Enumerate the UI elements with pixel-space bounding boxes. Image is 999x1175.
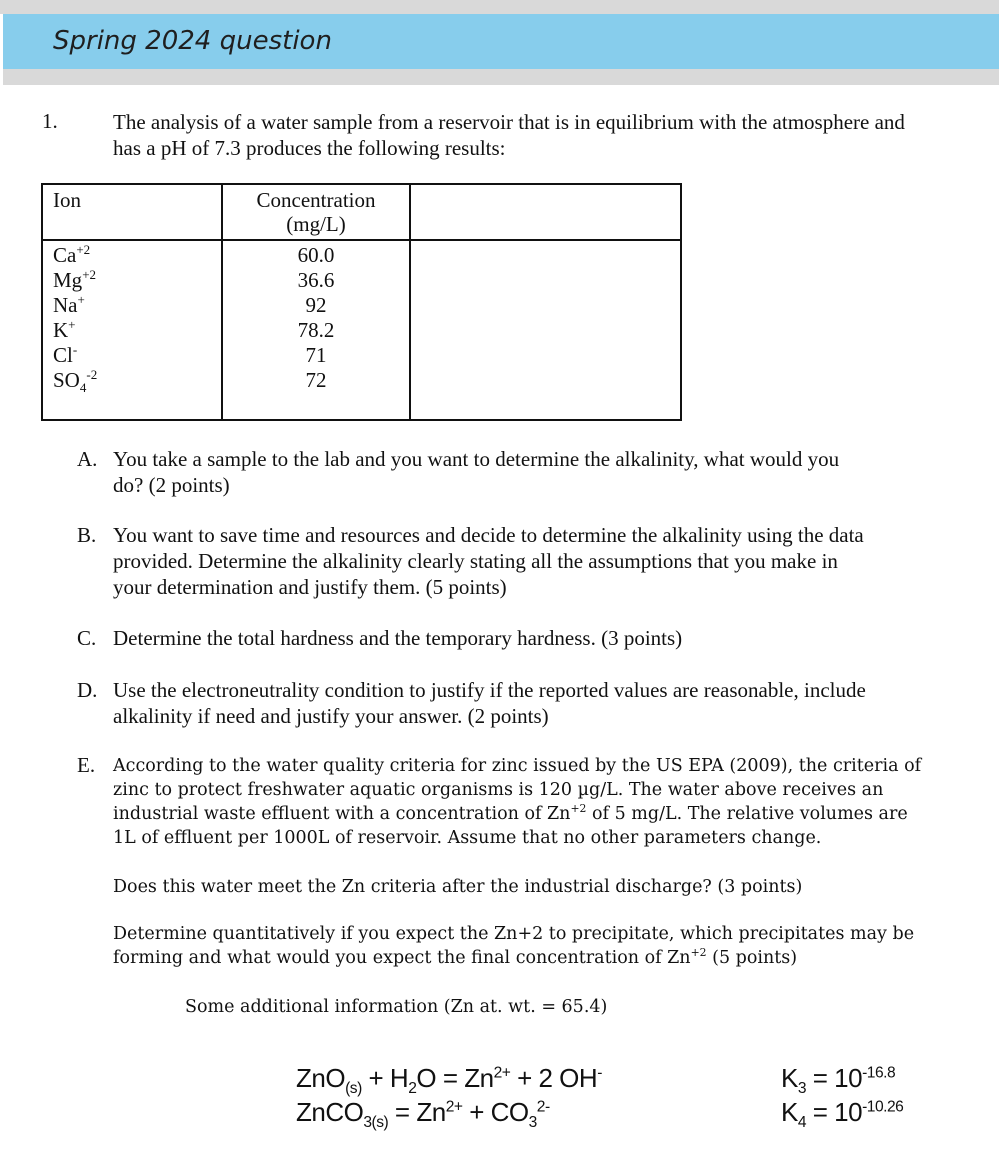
part-e-p1-line3 bbox=[113, 802, 973, 826]
ion-mg-charge: +2 bbox=[82, 267, 97, 282]
ion-ca bbox=[53, 243, 221, 268]
question-number: 1. bbox=[42, 109, 58, 133]
part-e-paragraph-2: Does this water meet the Zn criteria after the industrial discharge? (3 points) bbox=[113, 877, 803, 897]
equation-zno bbox=[296, 1063, 602, 1098]
part-c bbox=[77, 625, 977, 651]
eq2-co: + CO bbox=[462, 1097, 529, 1127]
part-e-p1-line3-sup: +2 bbox=[570, 802, 587, 816]
part-b-line1: You want to save time and resources and decide to determine the alkalinity using the data bbox=[113, 523, 864, 547]
part-a bbox=[77, 446, 977, 498]
header-empty-cell bbox=[410, 184, 681, 240]
eq1-h: + H bbox=[361, 1063, 409, 1093]
part-b-line2: provided. Determine the alkalinity clearly stating all the assumptions that you make in bbox=[113, 549, 838, 573]
part-e-p1-line4: 1L of effluent per 1000L of reservoir. Assume that no other parameters change. bbox=[113, 828, 822, 848]
ion-k bbox=[53, 318, 221, 343]
part-e-p1-line2: zinc to protect freshwater aquatic organisms is 120 µg/L. The water above receives an bbox=[113, 780, 884, 800]
part-e-paragraph-3 bbox=[113, 922, 973, 970]
part-b-line3: your determination and justify them. (5 points) bbox=[113, 575, 507, 599]
table-header-row bbox=[42, 184, 681, 240]
k3-label: K bbox=[781, 1063, 798, 1093]
ion-so4-charge: -2 bbox=[86, 367, 98, 382]
k3-exponent: -16.8 bbox=[862, 1064, 896, 1082]
ion-so4-subscript: 4 bbox=[79, 380, 87, 396]
ion-k-symbol: K bbox=[53, 318, 69, 342]
conc-cl: 71 bbox=[305, 343, 327, 367]
additional-info: Some additional information (Zn at. wt. = 65.4) bbox=[185, 997, 608, 1017]
k3-constant bbox=[781, 1063, 896, 1098]
conc-so4: 72 bbox=[305, 368, 327, 392]
part-e-p1-line1: According to the water quality criteria for zinc issued by the US EPA (2009), the criteria of bbox=[113, 756, 922, 776]
part-e-p1-line3-a: industrial waste effluent with a concentration of Zn bbox=[113, 804, 571, 824]
equation-znco3 bbox=[296, 1097, 550, 1132]
part-d bbox=[77, 677, 977, 729]
eq1-zn-charge: 2+ bbox=[493, 1064, 511, 1082]
part-a-line1: You take a sample to the lab and you want to determine the alkalinity, what would you bbox=[113, 447, 840, 471]
part-d-letter: D. bbox=[77, 678, 98, 702]
k4-base: = 10 bbox=[806, 1097, 863, 1127]
ion-na bbox=[53, 293, 221, 318]
part-b-letter: B. bbox=[77, 523, 97, 547]
part-b bbox=[77, 522, 977, 600]
ion-cl bbox=[53, 343, 221, 368]
part-d-line1: Use the electroneutrality condition to justify if the reported values are reasonable, include bbox=[113, 678, 866, 702]
part-e-paragraph-1 bbox=[113, 754, 973, 850]
part-e-p3-line2-sup: +2 bbox=[690, 946, 707, 960]
conc-ca: 60.0 bbox=[297, 243, 335, 267]
eq2-co-charge: 2- bbox=[536, 1098, 550, 1116]
part-d-line2: alkalinity if need and justify your answer. (2 points) bbox=[113, 704, 549, 728]
k3-base: = 10 bbox=[806, 1063, 863, 1093]
header-ion bbox=[42, 184, 222, 240]
part-e-p3-line2-a: forming and what would you expect the final concentration of Zn bbox=[113, 948, 691, 968]
table-body-row bbox=[42, 240, 681, 420]
ion-so4-symbol: SO bbox=[53, 368, 80, 392]
part-e-p1-line3-b: of 5 mg/L. The relative volumes are bbox=[586, 804, 908, 824]
eq1-zno: ZnO bbox=[296, 1063, 346, 1093]
part-d-text bbox=[113, 677, 866, 729]
ion-cl-charge: - bbox=[72, 342, 78, 357]
part-b-text bbox=[113, 522, 864, 600]
eq1-oh-charge: - bbox=[597, 1064, 602, 1082]
eq2-zn-charge: 2+ bbox=[445, 1098, 463, 1116]
header-concentration bbox=[222, 184, 410, 240]
header-conc-line2: (mg/L) bbox=[286, 212, 346, 236]
ion-cl-symbol: Cl bbox=[53, 343, 73, 367]
ion-na-symbol: Na bbox=[53, 293, 78, 317]
ion-column bbox=[42, 240, 222, 420]
part-c-letter: C. bbox=[77, 626, 97, 650]
part-e-letter: E. bbox=[77, 753, 96, 777]
banner-underline-strip bbox=[3, 69, 999, 85]
eq2-znco-phase: 3(s) bbox=[363, 1114, 389, 1132]
part-a-letter: A. bbox=[77, 447, 98, 471]
ion-mg bbox=[53, 268, 221, 293]
conc-k: 78.2 bbox=[297, 318, 335, 342]
header-conc-line1: Concentration bbox=[256, 188, 376, 212]
eq1-zno-phase: (s) bbox=[345, 1080, 362, 1098]
eq1-oh: + 2 OH bbox=[510, 1063, 598, 1093]
part-c-line1: Determine the total hardness and the temporary hardness. (3 points) bbox=[113, 626, 683, 650]
top-border-strip bbox=[0, 0, 999, 14]
k4-exponent: -10.26 bbox=[862, 1098, 904, 1116]
header-ion-label: Ion bbox=[53, 188, 81, 212]
ion-concentration-table bbox=[41, 183, 682, 421]
k3-sub: 3 bbox=[797, 1080, 807, 1098]
ion-ca-symbol: Ca bbox=[53, 243, 77, 267]
eq2-co-sub: 3 bbox=[528, 1114, 537, 1132]
part-a-text bbox=[113, 446, 839, 498]
page-title: Spring 2024 question bbox=[53, 26, 332, 56]
part-c-text bbox=[113, 625, 682, 651]
part-e-p3-line2 bbox=[113, 946, 973, 970]
ion-mg-symbol: Mg bbox=[53, 268, 83, 292]
k4-sub: 4 bbox=[797, 1114, 807, 1132]
ion-na-charge: + bbox=[77, 292, 85, 307]
k4-constant bbox=[781, 1097, 904, 1132]
eq2-zn: = Zn bbox=[388, 1097, 446, 1127]
conc-mg: 36.6 bbox=[297, 268, 335, 292]
part-a-line2: do? (2 points) bbox=[113, 473, 230, 497]
question-intro: The analysis of a water sample from a reservoir that is in equilibrium with the atmosphere and has a pH of 7.3 produces the following results: bbox=[113, 110, 905, 160]
part-e-p3-line2-b: (5 points) bbox=[706, 948, 798, 968]
part-e-p3-line1: Determine quantitatively if you expect the Zn+2 to precipitate, which precipitates may be bbox=[113, 924, 915, 944]
ion-k-charge: + bbox=[68, 317, 76, 332]
eq1-zn: O = Zn bbox=[416, 1063, 494, 1093]
ion-ca-charge: +2 bbox=[76, 242, 91, 257]
title-banner bbox=[3, 14, 999, 69]
ion-so4 bbox=[53, 367, 221, 396]
concentration-column bbox=[222, 240, 410, 420]
conc-na: 92 bbox=[305, 293, 327, 317]
eq2-znco: ZnCO bbox=[296, 1097, 364, 1127]
k4-label: K bbox=[781, 1097, 798, 1127]
empty-column bbox=[410, 240, 681, 420]
eq1-h-sub: 2 bbox=[408, 1080, 417, 1098]
